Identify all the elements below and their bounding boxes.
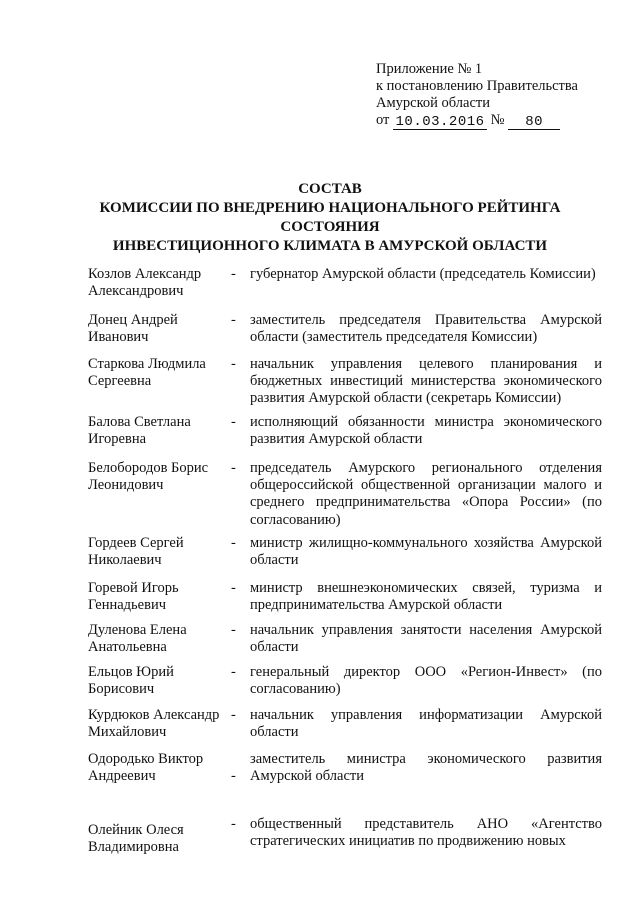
appendix-number-label: № <box>490 112 505 128</box>
member-role: заместитель министра экономического развития Амурской области <box>250 751 602 785</box>
member-name: Белобородов Борис Леонидович <box>88 460 209 494</box>
member-dash: - <box>231 460 236 476</box>
member-role: начальник управления целевого планирования и бюджетных инвестиций министерства экономического развития Амурской области (секретарь Комиссии) <box>250 356 602 407</box>
appendix-number: 80 <box>508 115 560 130</box>
appendix-header <box>376 61 578 129</box>
member-role: исполняющий обязанности министра экономического развития Амурской области <box>250 414 602 448</box>
member-dash: - <box>231 266 236 282</box>
member-role: губернатор Амурской области (председатель Комиссии) <box>250 266 596 282</box>
member-role: начальник управления информатизации Амурской области <box>250 707 602 741</box>
appendix-decree-ref: к постановлению Правительства <box>376 78 578 94</box>
member-dash: - <box>231 664 236 680</box>
member-dash: - <box>231 312 236 328</box>
member-name: Старкова Людмила Сергеевна <box>88 356 206 390</box>
member-dash: - <box>231 622 236 638</box>
member-dash: - <box>231 535 236 551</box>
member-name: Горевой Игорь Геннадьевич <box>88 580 179 614</box>
member-name: Курдюков Александр Михайлович <box>88 707 220 741</box>
member-name: Донец Андрей Иванович <box>88 312 178 346</box>
member-role: министр жилищно-коммунального хозяйства Амурской области <box>250 535 602 569</box>
member-role: начальник управления занятости населения Амурской области <box>250 622 602 656</box>
member-name: Одородько Виктор Андреевич <box>88 751 204 785</box>
member-name: Балова Светлана Игоревна <box>88 414 191 448</box>
member-name: Гордеев Сергей Николаевич <box>88 535 184 569</box>
member-role: генеральный директор ООО «Регион-Инвест» (по согласованию) <box>250 664 602 698</box>
title-line-3: СОСТОЯНИЯ <box>280 219 380 235</box>
title-line-2: КОМИССИИ ПО ВНЕДРЕНИЮ НАЦИОНАЛЬНОГО РЕЙТИНГА <box>99 200 561 216</box>
appendix-title: Приложение № 1 <box>376 61 483 77</box>
member-role: заместитель председателя Правительства Амурской области (заместитель председателя Комиссии) <box>250 312 602 346</box>
appendix-date: 10.03.2016 <box>393 115 487 130</box>
title-line-4: ИНВЕСТИЦИОННОГО КЛИМАТА В АМУРСКОЙ ОБЛАСТИ <box>112 238 548 254</box>
member-dash: - <box>231 356 236 372</box>
member-dash: - <box>231 816 236 832</box>
member-dash: - <box>231 768 236 784</box>
member-name: Олейник Олеся Владимировна <box>88 822 184 856</box>
appendix-date-number-line <box>376 112 578 129</box>
member-name: Дуленова Елена Анатольевна <box>88 622 187 656</box>
member-role: общественный представитель АНО «Агентство стратегических инициатив по продвижению новых <box>250 816 602 850</box>
document-title <box>90 180 570 256</box>
member-dash: - <box>231 580 236 596</box>
member-role: председатель Амурского регионального отделения общероссийской общественной организации малого и среднего предпринимательства «Опора России» (по согласованию) <box>250 460 602 528</box>
member-dash: - <box>231 414 236 430</box>
appendix-region: Амурской области <box>376 95 490 111</box>
member-name: Козлов Александр Александрович <box>88 266 202 300</box>
member-dash: - <box>231 707 236 723</box>
appendix-from-label: от <box>376 112 390 128</box>
member-role: министр внешнеэкономических связей, туризма и предпринимательства Амурской области <box>250 580 602 614</box>
title-line-1: СОСТАВ <box>298 181 362 197</box>
member-name: Ельцов Юрий Борисович <box>88 664 174 698</box>
